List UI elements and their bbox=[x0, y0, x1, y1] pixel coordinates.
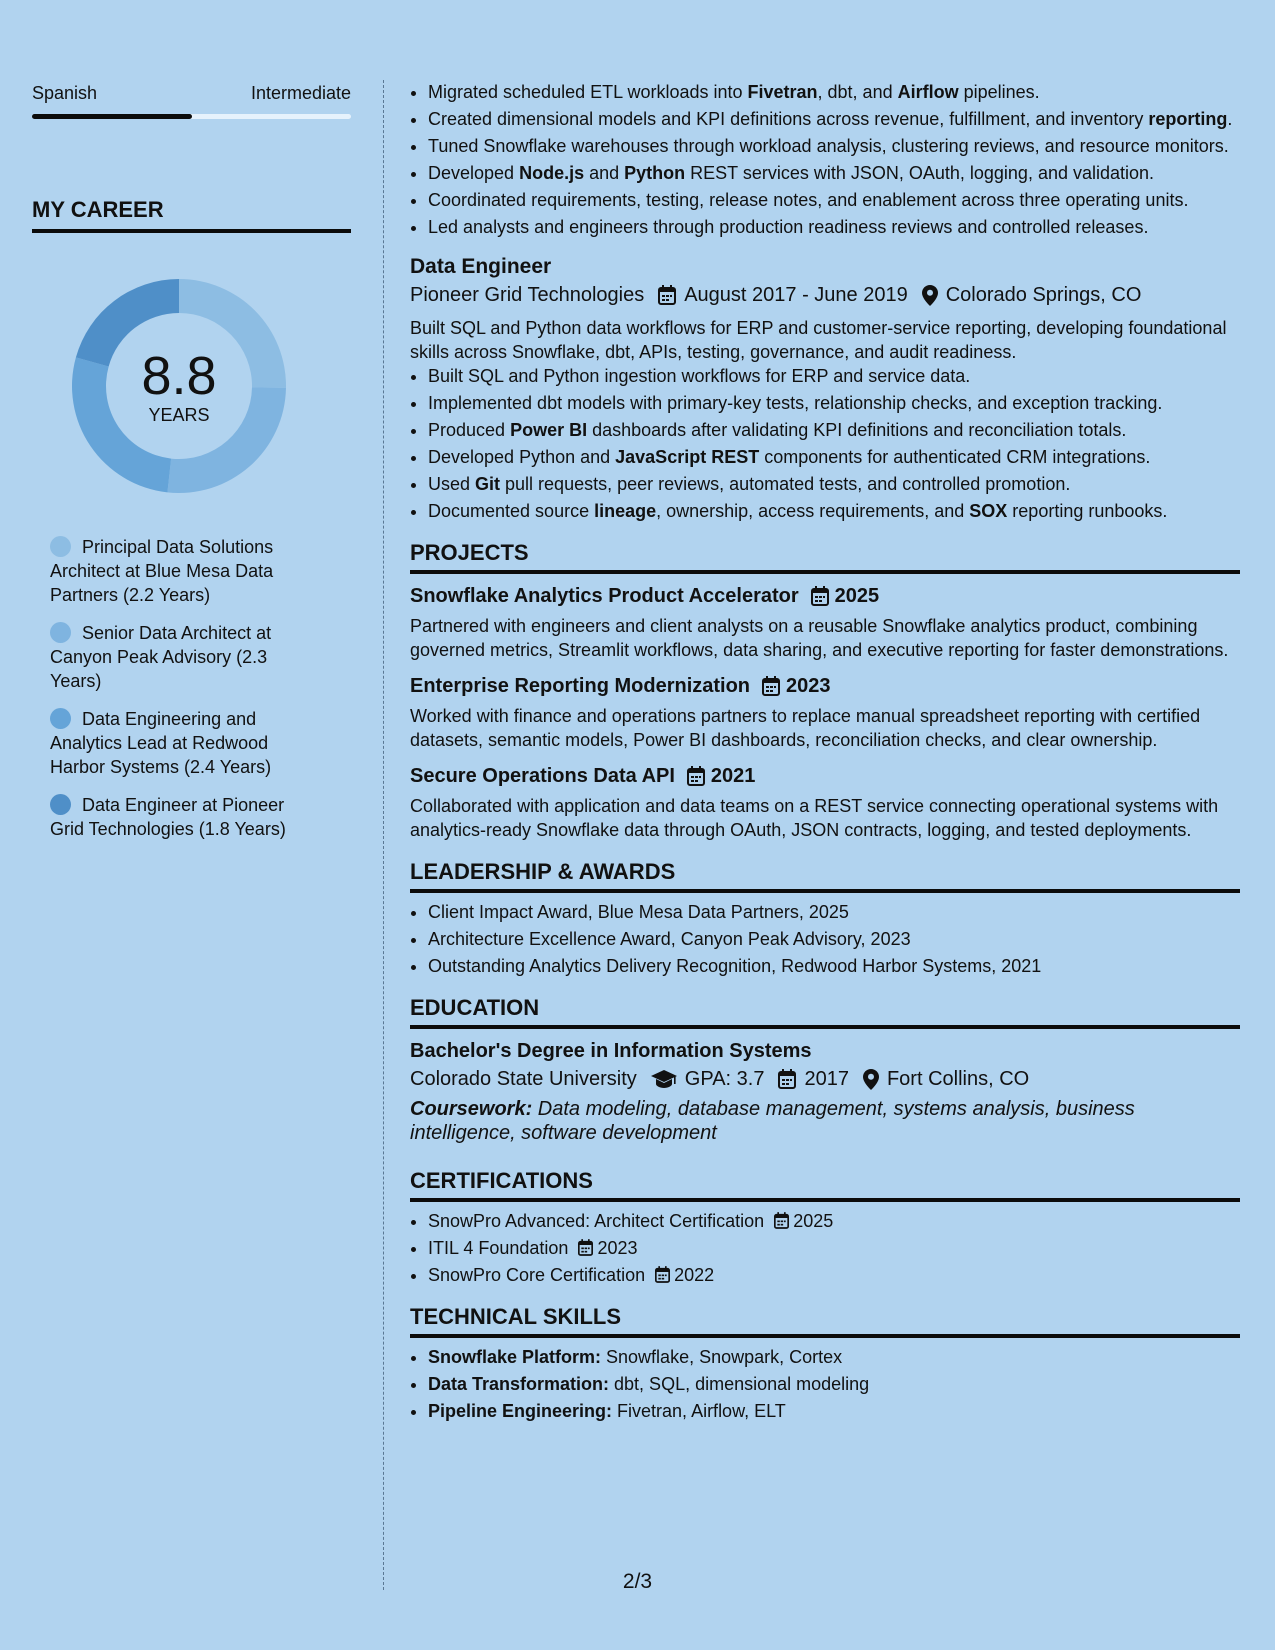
bullet-emphasis: SOX bbox=[969, 501, 1008, 521]
awards-list bbox=[410, 900, 1240, 978]
skills-heading: TECHNICAL SKILLS bbox=[410, 1303, 1240, 1338]
coursework-text: Data modeling, database management, systems analysis, business intelligence, software development bbox=[410, 1098, 1135, 1144]
bullet-item bbox=[428, 445, 1240, 469]
bullet-text: Documented source bbox=[428, 501, 595, 521]
bullet-emphasis: Fivetran bbox=[747, 82, 818, 102]
role-company: Pioneer Grid Technologies bbox=[410, 284, 645, 306]
calendar-icon bbox=[778, 1069, 796, 1089]
bullet-text: , ownership, access requirements, and bbox=[656, 501, 970, 521]
career-legend-item bbox=[50, 793, 320, 841]
language-proficiency-bar bbox=[32, 114, 351, 119]
bullet-text: Developed Python and bbox=[428, 447, 616, 467]
bullet-emphasis: Node.js bbox=[519, 163, 585, 183]
bullet-text: Produced bbox=[428, 420, 511, 440]
bullet-text: Implemented dbt models with primary-key tests, relationship checks, and exception tracking. bbox=[428, 393, 1163, 413]
award-item: • Client Impact Award, Blue Mesa Data Partners, 2025 bbox=[428, 900, 1240, 924]
role-bullets bbox=[410, 364, 1240, 523]
certification-year: 2025 bbox=[793, 1211, 834, 1231]
language-level: Intermediate bbox=[250, 83, 351, 103]
bullet-item bbox=[428, 391, 1240, 415]
education-location: Fort Collins, CO bbox=[886, 1068, 1030, 1090]
legend-dot bbox=[50, 794, 71, 815]
certification-item bbox=[428, 1236, 1240, 1260]
certification-item bbox=[428, 1263, 1240, 1287]
career-legend-label: Data Engineering and Analytics Lead at Redwood Harbor Systems (2.4 Years) bbox=[50, 709, 272, 777]
skill-category: Snowflake Platform: bbox=[428, 1347, 602, 1367]
calendar-icon bbox=[774, 1212, 789, 1229]
role-location: Colorado Springs, CO bbox=[945, 284, 1142, 306]
education-gpa: GPA: 3.7 bbox=[684, 1068, 765, 1090]
career-legend-item bbox=[50, 621, 320, 693]
skill-category: Pipeline Engineering: bbox=[428, 1401, 613, 1421]
legend-dot bbox=[50, 622, 71, 643]
career-legend-label: Senior Data Architect at Canyon Peak Advisory (2.3 Years) bbox=[50, 623, 272, 691]
bullet-text: , dbt, and bbox=[817, 82, 898, 102]
calendar-icon bbox=[762, 676, 780, 696]
certifications-list bbox=[410, 1209, 1240, 1287]
skill-values: Snowflake, Snowpark, Cortex bbox=[601, 1347, 843, 1367]
bullet-text: and bbox=[584, 163, 625, 183]
bullet-text: dashboards after validating KPI definitions and reconciliation totals. bbox=[587, 420, 1127, 440]
bullet-text: . bbox=[1227, 109, 1233, 129]
bullet-text: Migrated scheduled ETL workloads into bbox=[428, 82, 748, 102]
career-legend bbox=[50, 535, 351, 841]
project-year: 2023 bbox=[786, 675, 831, 697]
project-title: Snowflake Analytics Product Accelerator bbox=[410, 585, 799, 607]
bullet-text: pull requests, peer reviews, automated tests, and controlled promotion. bbox=[500, 474, 1071, 494]
projects-heading: PROJECTS bbox=[410, 539, 1240, 574]
calendar-icon bbox=[658, 285, 676, 305]
project-description: Collaborated with application and data teams on a REST service connecting operational systems with analytics-ready Snowflake data through OAuth, JSON contracts, logging, and tested deployments. bbox=[410, 796, 1219, 840]
education-meta bbox=[410, 1065, 1240, 1093]
project-description: Partnered with engineers and client analysts on a reusable Snowflake analytics product, combining governed metrics, Streamlit workflows, data sharing, and executive reporting for faster demonstrations. bbox=[410, 616, 1229, 660]
career-legend-label: Data Engineer at Pioneer Grid Technologies (1.8 Years) bbox=[50, 795, 286, 839]
career-legend-item bbox=[50, 707, 320, 779]
role-summary: Built SQL and Python data workflows for ERP and customer-service reporting, developing foundational skills across Snowflake, dbt, APIs, testing, governance, and audit readiness. bbox=[410, 318, 1227, 362]
certification-name: SnowPro Core Certification bbox=[428, 1265, 646, 1285]
project-item bbox=[410, 582, 1240, 662]
bullet-item bbox=[428, 134, 1240, 158]
language-proficiency-fill bbox=[32, 114, 192, 119]
sidebar bbox=[32, 80, 351, 855]
project-year: 2025 bbox=[834, 585, 880, 607]
projects-list bbox=[410, 582, 1240, 842]
total-years-unit: YEARS bbox=[148, 405, 210, 425]
career-legend-item bbox=[50, 535, 320, 607]
bullet-emphasis: Python bbox=[624, 163, 686, 183]
project-header bbox=[410, 672, 1240, 700]
skills-list bbox=[410, 1345, 1240, 1423]
education-degree: Bachelor's Degree in Information Systems bbox=[410, 1040, 812, 1062]
role-title: Data Engineer bbox=[410, 255, 552, 278]
skill-values: Fivetran, Airflow, ELT bbox=[612, 1401, 786, 1421]
role-dates: August 2017 - June 2019 bbox=[684, 284, 908, 306]
project-year: 2021 bbox=[710, 765, 756, 787]
award-item: • Outstanding Analytics Delivery Recognition, Redwood Harbor Systems, 2021 bbox=[428, 954, 1240, 978]
project-item bbox=[410, 672, 1240, 752]
education-year: 2017 bbox=[804, 1068, 849, 1090]
career-heading: MY CAREER bbox=[32, 195, 351, 233]
bullet-text: Led analysts and engineers through production readiness reviews and controlled releases. bbox=[428, 217, 1149, 237]
project-description: Worked with finance and operations partners to replace manual spreadsheet reporting with certified datasets, semantic models, Power BI dashboards, reconciliation checks, and clear ownership. bbox=[410, 706, 1201, 750]
bullet-item bbox=[428, 188, 1240, 212]
certification-year: 2022 bbox=[674, 1265, 715, 1285]
skill-item bbox=[428, 1372, 1240, 1396]
skill-item bbox=[428, 1399, 1240, 1423]
language-row bbox=[32, 80, 351, 106]
project-header bbox=[410, 762, 1240, 790]
bullet-item bbox=[428, 472, 1240, 496]
awards-heading: LEADERSHIP & AWARDS bbox=[410, 858, 1240, 893]
previous-role-bullets bbox=[410, 80, 1240, 239]
bullet-emphasis: lineage bbox=[594, 501, 657, 521]
bullet-text: Built SQL and Python ingestion workflows for ERP and service data. bbox=[428, 366, 971, 386]
bullet-text: Used bbox=[428, 474, 476, 494]
career-legend-label: Principal Data Solutions Architect at Blue Mesa Data Partners (2.2 Years) bbox=[50, 537, 274, 605]
skill-values: dbt, SQL, dimensional modeling bbox=[609, 1374, 870, 1394]
bullet-item bbox=[428, 161, 1240, 185]
bullet-emphasis: Airflow bbox=[897, 82, 959, 102]
bullet-text: Created dimensional models and KPI definitions across revenue, fulfillment, and inventory bbox=[428, 109, 1149, 129]
calendar-icon bbox=[578, 1239, 593, 1256]
language-name: Spanish bbox=[32, 83, 98, 103]
graduation-cap-icon bbox=[651, 1070, 677, 1088]
coursework-label: Coursework: bbox=[410, 1098, 533, 1120]
bullet-text: Coordinated requirements, testing, release notes, and enablement across three operating units. bbox=[428, 190, 1189, 210]
main-content bbox=[410, 80, 1240, 1426]
certifications-heading: CERTIFICATIONS bbox=[410, 1167, 1240, 1202]
bullet-text: pipelines. bbox=[958, 82, 1040, 102]
project-title: Secure Operations Data API bbox=[410, 765, 675, 787]
bullet-emphasis: Git bbox=[475, 474, 501, 494]
education-coursework bbox=[410, 1097, 1240, 1145]
education-school: Colorado State University bbox=[410, 1068, 637, 1090]
location-pin-icon bbox=[922, 285, 938, 306]
legend-dot bbox=[50, 536, 71, 557]
skill-category: Data Transformation: bbox=[428, 1374, 610, 1394]
education-heading: EDUCATION bbox=[410, 994, 1240, 1029]
donut-center bbox=[66, 273, 292, 499]
column-divider bbox=[383, 80, 384, 1590]
bullet-emphasis: reporting bbox=[1148, 109, 1228, 129]
certification-name: ITIL 4 Foundation bbox=[428, 1238, 569, 1258]
bullet-text: REST services with JSON, OAuth, logging, and validation. bbox=[685, 163, 1155, 183]
bullet-emphasis: JavaScript REST bbox=[615, 447, 760, 467]
bullet-text: components for authenticated CRM integrations. bbox=[759, 447, 1151, 467]
location-pin-icon bbox=[863, 1069, 879, 1090]
total-years-value: 8.8 bbox=[141, 346, 217, 406]
project-title: Enterprise Reporting Modernization bbox=[410, 675, 751, 697]
bullet-item bbox=[428, 215, 1240, 239]
project-item bbox=[410, 762, 1240, 842]
calendar-icon bbox=[687, 766, 705, 786]
bullet-text: Developed bbox=[428, 163, 520, 183]
bullet-text: reporting runbooks. bbox=[1007, 501, 1168, 521]
role-meta bbox=[410, 281, 1240, 309]
bullet-item bbox=[428, 107, 1240, 131]
certification-item bbox=[428, 1209, 1240, 1233]
calendar-icon bbox=[811, 586, 829, 606]
certification-year: 2023 bbox=[597, 1238, 638, 1258]
project-header bbox=[410, 582, 1240, 610]
legend-dot bbox=[50, 708, 71, 729]
bullet-emphasis: Power BI bbox=[510, 420, 588, 440]
award-item: • Architecture Excellence Award, Canyon Peak Advisory, 2023 bbox=[428, 927, 1240, 951]
bullet-text: Tuned Snowflake warehouses through workload analysis, clustering reviews, and resource monitors. bbox=[428, 136, 1229, 156]
skill-item bbox=[428, 1345, 1240, 1369]
calendar-icon bbox=[655, 1266, 670, 1283]
career-years-donut bbox=[66, 273, 292, 499]
bullet-item bbox=[428, 364, 1240, 388]
page-number: 2/3 bbox=[622, 1570, 653, 1593]
bullet-item bbox=[428, 499, 1240, 523]
bullet-item bbox=[428, 418, 1240, 442]
certification-name: SnowPro Advanced: Architect Certification bbox=[428, 1211, 765, 1231]
bullet-item bbox=[428, 80, 1240, 104]
